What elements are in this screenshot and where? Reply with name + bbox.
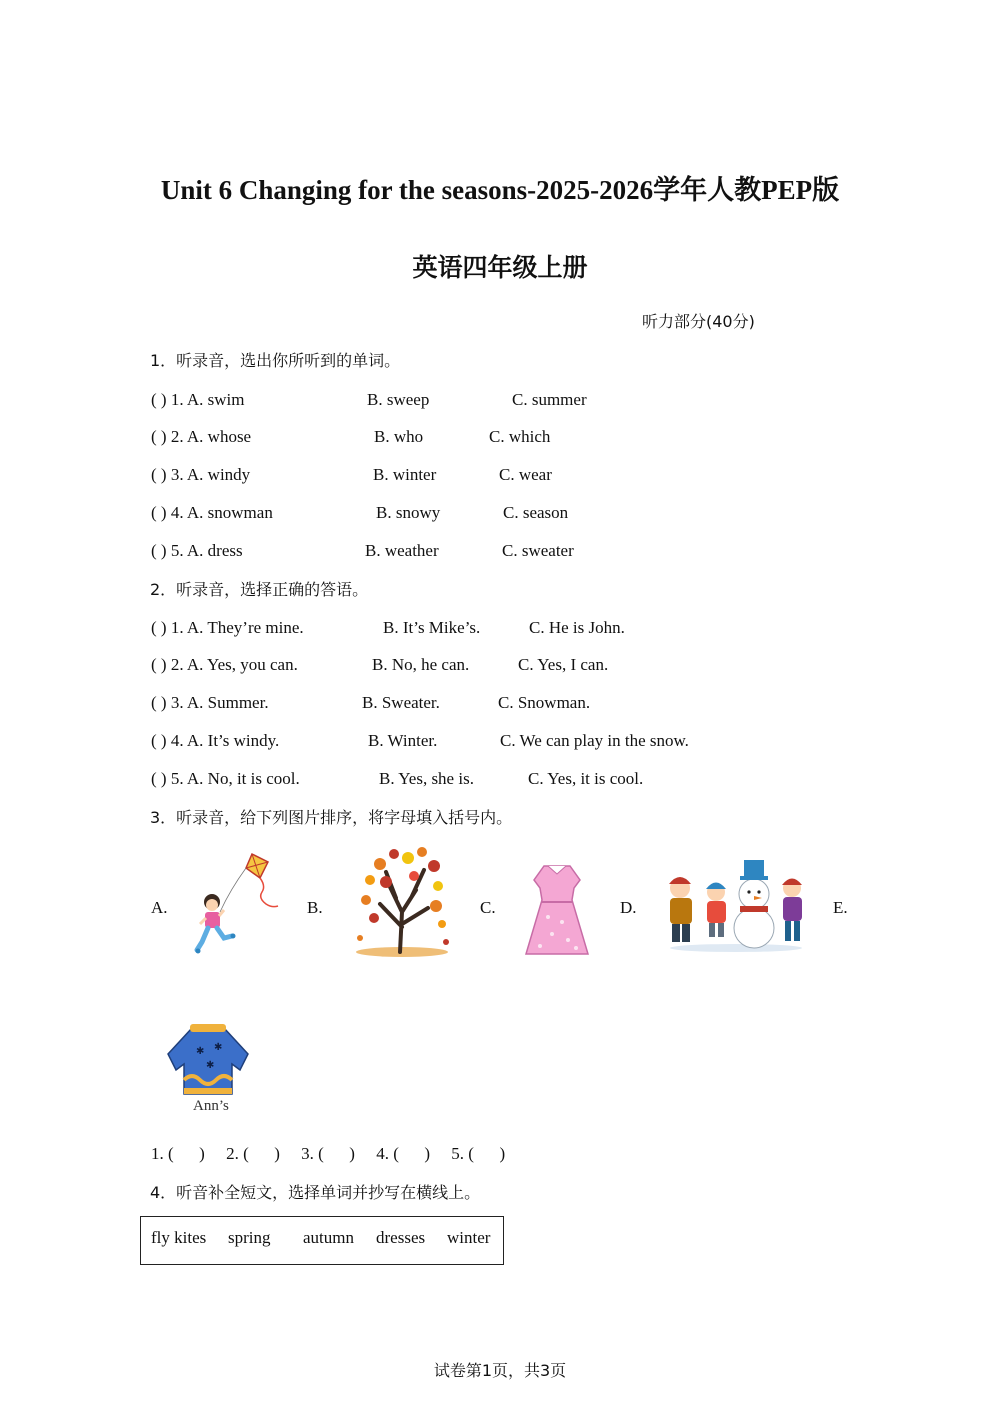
q2-item-1-c: C. He is John.: [529, 618, 625, 637]
q2-item-5-b: B. Yes, she is.: [379, 769, 474, 788]
q1-item-2-a: ( ) 2. A. whose: [151, 427, 252, 446]
q1-item-4-a: ( ) 4. A. snowman: [151, 503, 273, 522]
q1-item-4-c: C. season: [503, 503, 569, 522]
q1-item-2-b: B. who: [374, 427, 424, 446]
q1-item-5-c: C. sweater: [502, 541, 574, 560]
q1-item-1-b: B. sweep: [367, 390, 430, 409]
word-spring: spring: [228, 1228, 271, 1247]
word-winter: winter: [447, 1228, 491, 1247]
q1-item-1-a: ( ) 1. A. swim: [151, 390, 245, 409]
document-title-line2: 英语四年级上册: [412, 253, 588, 282]
q1-heading: 1．听录音，选出你所听到的单词。: [150, 351, 401, 370]
kid-flying-kite-illustration: [190, 850, 282, 958]
q2-item-1-b: B. It’s Mike’s.: [383, 618, 481, 637]
kids-snowman-illustration: [664, 854, 808, 954]
pink-dress-illustration: [522, 862, 592, 958]
q1-item-1-c: C. summer: [512, 390, 587, 409]
picture-label-a: A.: [151, 898, 168, 917]
section-label: 听力部分(40分): [642, 312, 755, 331]
picture-label-e: E.: [833, 898, 848, 917]
q2-item-1-a: ( ) 1. A. They’re mine.: [151, 618, 304, 637]
q1-item-3-a: ( ) 3. A. windy: [151, 465, 251, 484]
q2-heading: 2．听录音，选择正确的答语。: [150, 580, 369, 599]
sweater-caption: Ann’s: [193, 1098, 229, 1114]
q2-item-4-c: C. We can play in the snow.: [500, 731, 689, 750]
picture-label-c: C.: [480, 898, 496, 917]
picture-label-d: D.: [620, 898, 637, 917]
q1-item-4-b: B. snowy: [376, 503, 441, 522]
q3-heading: 3．听录音，给下列图片排序，将字母填入括号内。: [150, 808, 513, 827]
q1-item-3-b: B. winter: [373, 465, 437, 484]
q2-item-3-c: C. Snowman.: [498, 693, 591, 712]
q4-heading: 4．听音补全短文，选择单词并抄写在横线上。: [150, 1183, 481, 1202]
q2-item-3-b: B. Sweater.: [362, 693, 440, 712]
q2-item-5-a: ( ) 5. A. No, it is cool.: [151, 769, 300, 788]
q1-item-5-b: B. weather: [365, 541, 439, 560]
svg-text:✱: ✱: [196, 1046, 205, 1057]
word-fly-kites: fly kites: [151, 1228, 207, 1247]
q3-answer-blanks: 1. ( ) 2. ( ) 3. ( ) 4. ( ) 5. ( ): [151, 1144, 506, 1163]
page-footer: 试卷第1页，共3页: [433, 1361, 567, 1380]
q1-item-3-c: C. wear: [499, 465, 552, 484]
q1-item-2-c: C. which: [489, 427, 551, 446]
q2-item-2-b: B. No, he can.: [372, 655, 470, 674]
svg-text:✱: ✱: [206, 1060, 215, 1071]
q1-item-5-a: ( ) 5. A. dress: [151, 541, 243, 560]
svg-text:✱: ✱: [214, 1042, 223, 1053]
q2-item-2-a: ( ) 2. A. Yes, you can.: [151, 655, 298, 674]
q2-item-4-a: ( ) 4. A. It’s windy.: [151, 731, 280, 750]
word-dresses: dresses: [376, 1228, 426, 1247]
word-bank-box: [140, 1216, 504, 1265]
picture-label-b: B.: [307, 898, 323, 917]
q2-item-3-a: ( ) 3. A. Summer.: [151, 693, 269, 712]
q2-item-5-c: C. Yes, it is cool.: [528, 769, 644, 788]
sweater-illustration: [164, 1024, 252, 1096]
q2-item-2-c: C. Yes, I can.: [518, 655, 609, 674]
autumn-tree-illustration: [350, 842, 454, 958]
document-title-line1: Unit 6 Changing for the seasons-2025-2026学年人教PEP版: [160, 175, 840, 205]
word-autumn: autumn: [303, 1228, 354, 1247]
q2-item-4-b: B. Winter.: [368, 731, 438, 750]
